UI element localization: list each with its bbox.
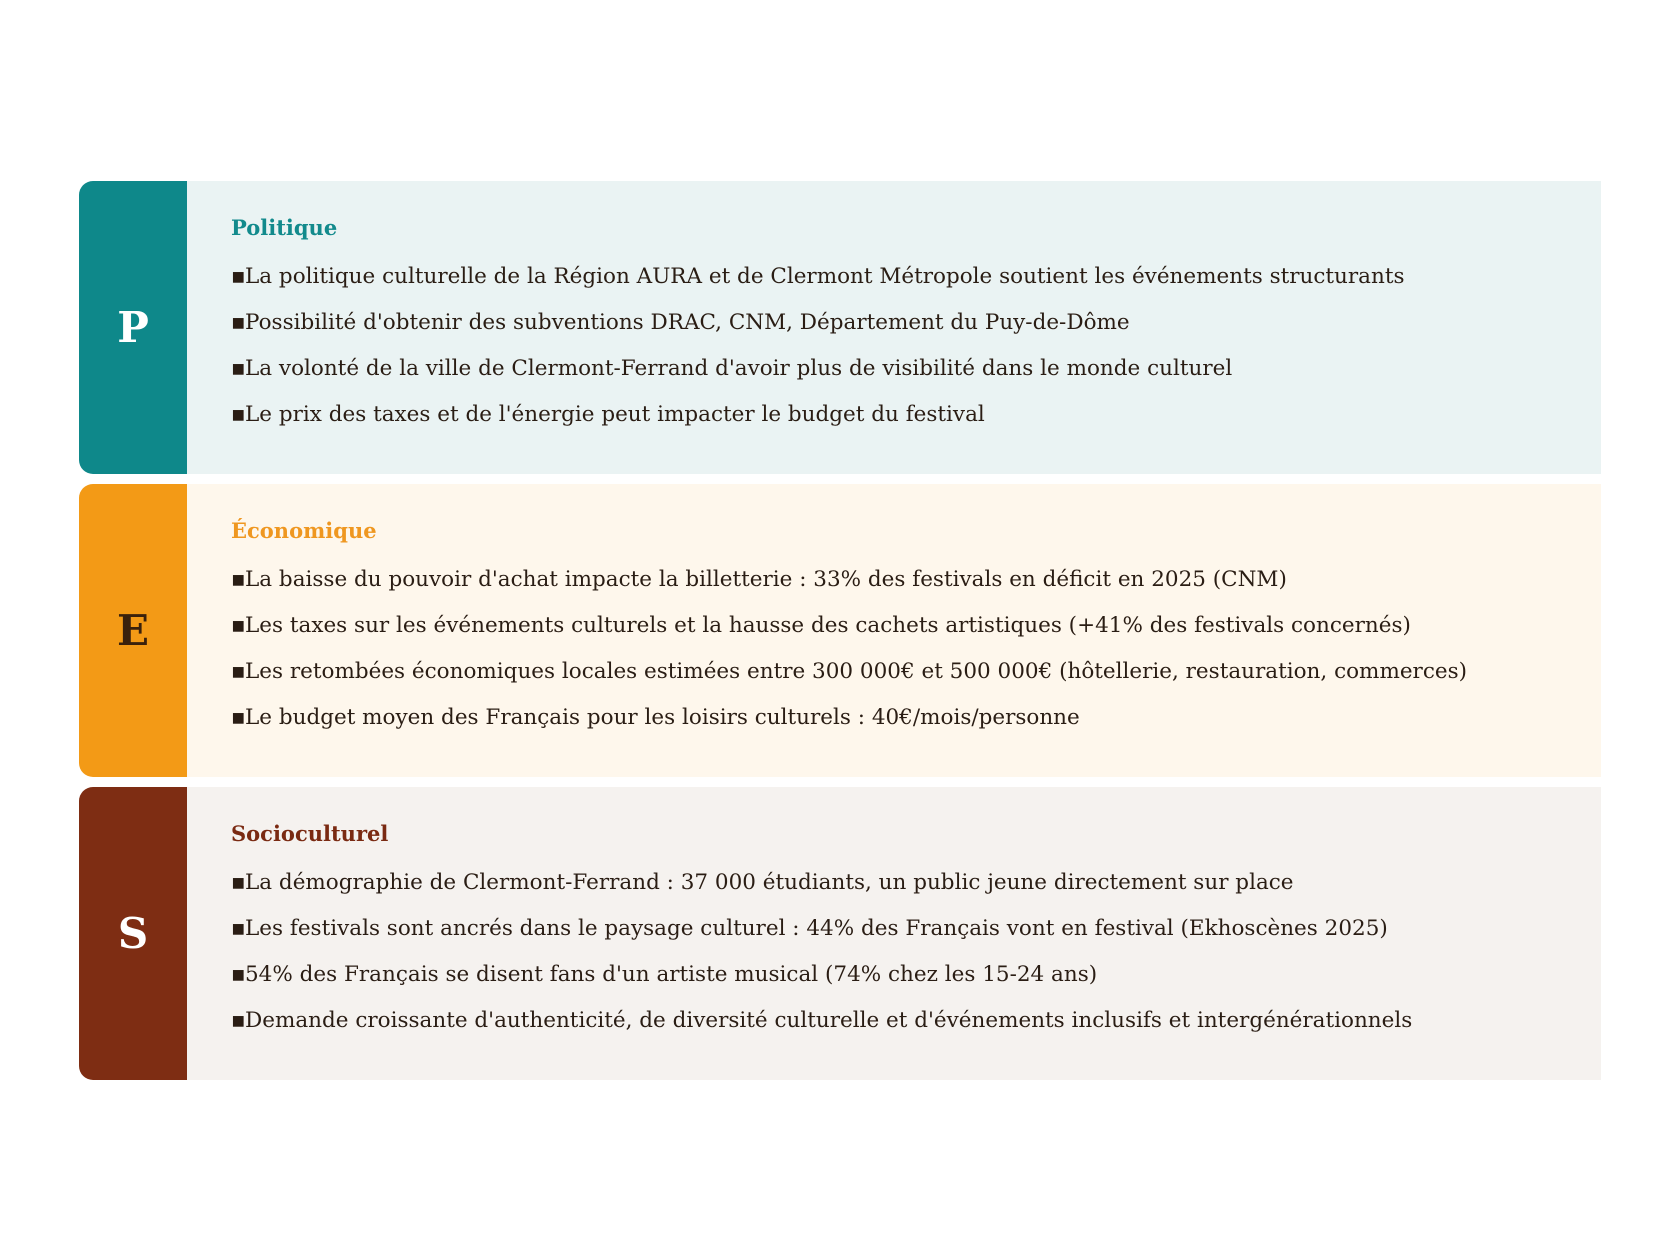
bullet-icon: ▪ xyxy=(231,567,246,592)
title-socioculturel: Socioculturel xyxy=(231,821,389,846)
bullet-icon: ▪ xyxy=(231,870,246,895)
item-text: La démographie de Clermont-Ferrand : 37 000 étudiants, un public jeune directement sur place xyxy=(245,870,1294,895)
item-text: Possibilité d'obtenir des subventions DRAC, CNM, Département du Puy-de-Dôme xyxy=(245,310,1130,335)
content-economique xyxy=(187,484,1601,777)
letter-block-politique xyxy=(79,181,187,474)
bullet-icon: ▪ xyxy=(231,916,246,941)
list-item xyxy=(231,310,1561,356)
list-item xyxy=(231,264,1561,310)
bullet-icon: ▪ xyxy=(231,613,246,638)
pest-analysis xyxy=(79,181,1601,1080)
content-politique xyxy=(187,181,1601,474)
list-item xyxy=(231,705,1561,751)
bullet-icon: ▪ xyxy=(231,402,246,427)
letter-block-economique xyxy=(79,484,187,777)
item-text: Les festivals sont ancrés dans le paysage culturel : 44% des Français vont en festival (Ekhoscènes 2025) xyxy=(245,916,1388,941)
list-item xyxy=(231,356,1561,402)
list-item xyxy=(231,567,1561,613)
item-text: Le prix des taxes et de l'énergie peut impacter le budget du festival xyxy=(245,402,985,427)
list-item xyxy=(231,870,1561,916)
title-politique: Politique xyxy=(231,215,338,240)
bullet-icon: ▪ xyxy=(231,962,246,987)
item-text: Les taxes sur les événements culturels et la hausse des cachets artistiques (+41% des festivals concernés) xyxy=(245,613,1411,638)
letter-socioculturel: S xyxy=(117,908,149,958)
item-text: La volonté de la ville de Clermont-Ferrand d'avoir plus de visibilité dans le monde culturel xyxy=(245,356,1233,381)
items-economique xyxy=(231,567,1561,751)
item-text: Les retombées économiques locales estimées entre 300 000€ et 500 000€ (hôtellerie, restauration, commerces) xyxy=(245,659,1468,684)
bullet-icon: ▪ xyxy=(231,705,246,730)
bullet-icon: ▪ xyxy=(231,310,246,335)
items-politique xyxy=(231,264,1561,448)
list-item xyxy=(231,1008,1561,1054)
list-item xyxy=(231,659,1561,705)
items-socioculturel xyxy=(231,870,1561,1054)
pest-row-politique xyxy=(79,181,1601,474)
list-item xyxy=(231,962,1561,1008)
letter-economique: E xyxy=(116,605,149,655)
letter-block-socioculturel xyxy=(79,787,187,1080)
pest-row-socioculturel xyxy=(79,787,1601,1080)
pest-row-economique xyxy=(79,484,1601,777)
bullet-icon: ▪ xyxy=(231,356,246,381)
letter-politique: P xyxy=(117,302,149,352)
item-text: Demande croissante d'authenticité, de diversité culturelle et d'événements inclusifs et intergénérationnels xyxy=(245,1008,1413,1033)
bullet-icon: ▪ xyxy=(231,264,246,289)
title-economique: Économique xyxy=(231,518,377,543)
bullet-icon: ▪ xyxy=(231,1008,246,1033)
item-text: Le budget moyen des Français pour les loisirs culturels : 40€/mois/personne xyxy=(245,705,1080,730)
list-item xyxy=(231,613,1561,659)
list-item xyxy=(231,402,1561,448)
item-text: La politique culturelle de la Région AURA et de Clermont Métropole soutient les événements structurants xyxy=(245,264,1405,289)
bullet-icon: ▪ xyxy=(231,659,246,684)
item-text: La baisse du pouvoir d'achat impacte la billetterie : 33% des festivals en déficit en 2025 (CNM) xyxy=(245,567,1287,592)
item-text: 54% des Français se disent fans d'un artiste musical (74% chez les 15-24 ans) xyxy=(245,962,1098,987)
list-item xyxy=(231,916,1561,962)
content-socioculturel xyxy=(187,787,1601,1080)
